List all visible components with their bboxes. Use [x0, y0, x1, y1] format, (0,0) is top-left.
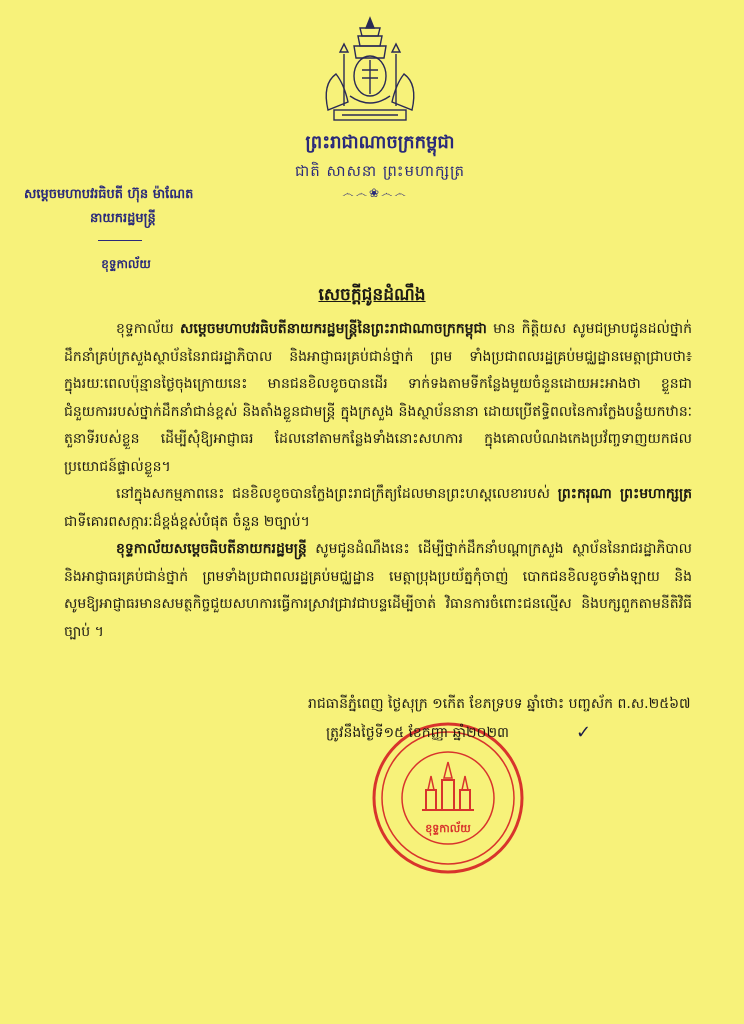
sender-divider — [98, 240, 142, 241]
document-title: សេចក្តីជូនដំណឹង — [318, 285, 426, 305]
date-lunar: រាជធានីភ្នំពេញ ថ្ងៃសុក្រ ១កើត ខែភទ្របទ ឆ្នាំថោះ បញ្ចស័ក ព.ស.២៥៦៧ — [308, 696, 691, 712]
paragraph-2 — [64, 481, 692, 536]
date-solar: ត្រូវនឹងថ្ងៃទី១៥ ខែកញ្ញា ឆ្នាំ២០២៣ — [326, 725, 510, 741]
paragraph-3 — [64, 536, 692, 646]
p2-bold-king: ព្រះករុណា ព្រះមហាក្សត្រ — [557, 486, 692, 502]
paragraph-1 — [64, 316, 692, 481]
ornament-divider: ෴෴❀෴෴ — [342, 186, 408, 200]
royal-coat-of-arms-emblem — [314, 14, 426, 126]
sender-name: សម្តេចមហាបវរធិបតី ហ៊ុន ម៉ាណែត — [24, 187, 194, 202]
kingdom-heading: ព្រះរាជាណាចក្រកម្ពុជា — [305, 132, 455, 153]
signature-check-mark: ✓ — [576, 722, 592, 743]
p2-pre: នៅក្នុងសកម្មភាពនេះ ជនខិលខូចបានក្លែងព្រះរាជក្រឹត្យដែលមានព្រះហស្តលេខារបស់ — [116, 486, 550, 502]
p1-text: មាន កិត្តិយស សូមជម្រាបជូនដល់ថ្នាក់ដឹកនាំគ្រប់ក្រសួងស្ថាប័ននៃរាជរដ្ឋាភិបាល និងអាជ្ញាធរគ្រប់ជាន់ថ្នាក់ ព្រម ទាំងប្រជាពលរដ្ឋគ្រប់មជ្ឈដ្ឋានមេត្តាជ្រាបថា៖ ក្នុងរយៈពេលប៉ុន្មានថ្ងៃចុងក្រោយនេះ មានជនខិលខូចបានដើរ ទាក់ទងតាមទីកន្លែងមួយចំនួនដោយអះអាងថា ខ្លួនជាជំនួយការរបស់ថ្នាក់ដឹកនាំជាន់ខ្ពស់ និងតាំងខ្លួនជាមន្ត្រី ក្នុងក្រសួង និងស្ថាប័ននានា ដោយប្រើឥទ្ធិពលនៃការក្លែងបន្លំយកឋានៈ តួនាទីរបស់ខ្លួន ដើម្បីសុំឱ្យអាជ្ញាធរ ដែលនៅតាមកន្លែងទាំងនោះសហការ ក្នុងគោលបំណងកេងប្រវ័ញ្ចទាញយកផលប្រយោជន៍ផ្ទាល់ខ្លួន។ — [64, 321, 693, 475]
seal-center-text: ខុទ្ទកាល័យ — [425, 822, 471, 835]
sender-office: ខុទ្ទកាល័យ — [101, 257, 151, 271]
p1-bold-office: សម្តេចមហាបវរធិបតីនាយករដ្ឋមន្ត្រីនៃព្រះរាជាណាចក្រកម្ពុជា — [180, 321, 487, 337]
p3-text: សូមជូនដំណឹងនេះ ដើម្បីថ្នាក់ដឹកនាំបណ្តាក្រសួង ស្ថាប័ននៃរាជរដ្ឋាភិបាល និងអាជ្ញាធរគ្រប់ជាន់ថ្នាក់ ព្រមទាំងប្រជាពលរដ្ឋគ្រប់មជ្ឈដ្ឋាន មេត្តាប្រុងប្រយ័ត្នកុំចាញ់ បោកជនខិលខូចទាំងឡាយ និងសូមឱ្យអាជ្ញាធរមានសមត្ថកិច្ចជួយសហការធ្វើការស្រាវជ្រាវជាបន្ទដើម្បីចាត់ វិធានការចំពោះជនល្មើស និងបក្សពួកតាមនីតិវិធីច្បាប់ ។ — [64, 541, 692, 640]
p3-bold-office: ខុទ្ទកាល័យសម្តេចធិបតីនាយករដ្ឋមន្ត្រី — [116, 541, 307, 557]
document-body — [64, 316, 692, 646]
p1-intro: ខុទ្ទកាល័យ — [116, 321, 174, 337]
sender-title: នាយករដ្ឋមន្ត្រី — [90, 211, 156, 226]
p2-post: ជាទីគោរពសក្ការៈដ៏ខ្ពង់ខ្ពស់បំផុត ចំនួន ២ច្បាប់។ — [64, 513, 310, 530]
national-motto: ជាតិ សាសនា ព្រះមហាក្សត្រ — [294, 162, 466, 180]
